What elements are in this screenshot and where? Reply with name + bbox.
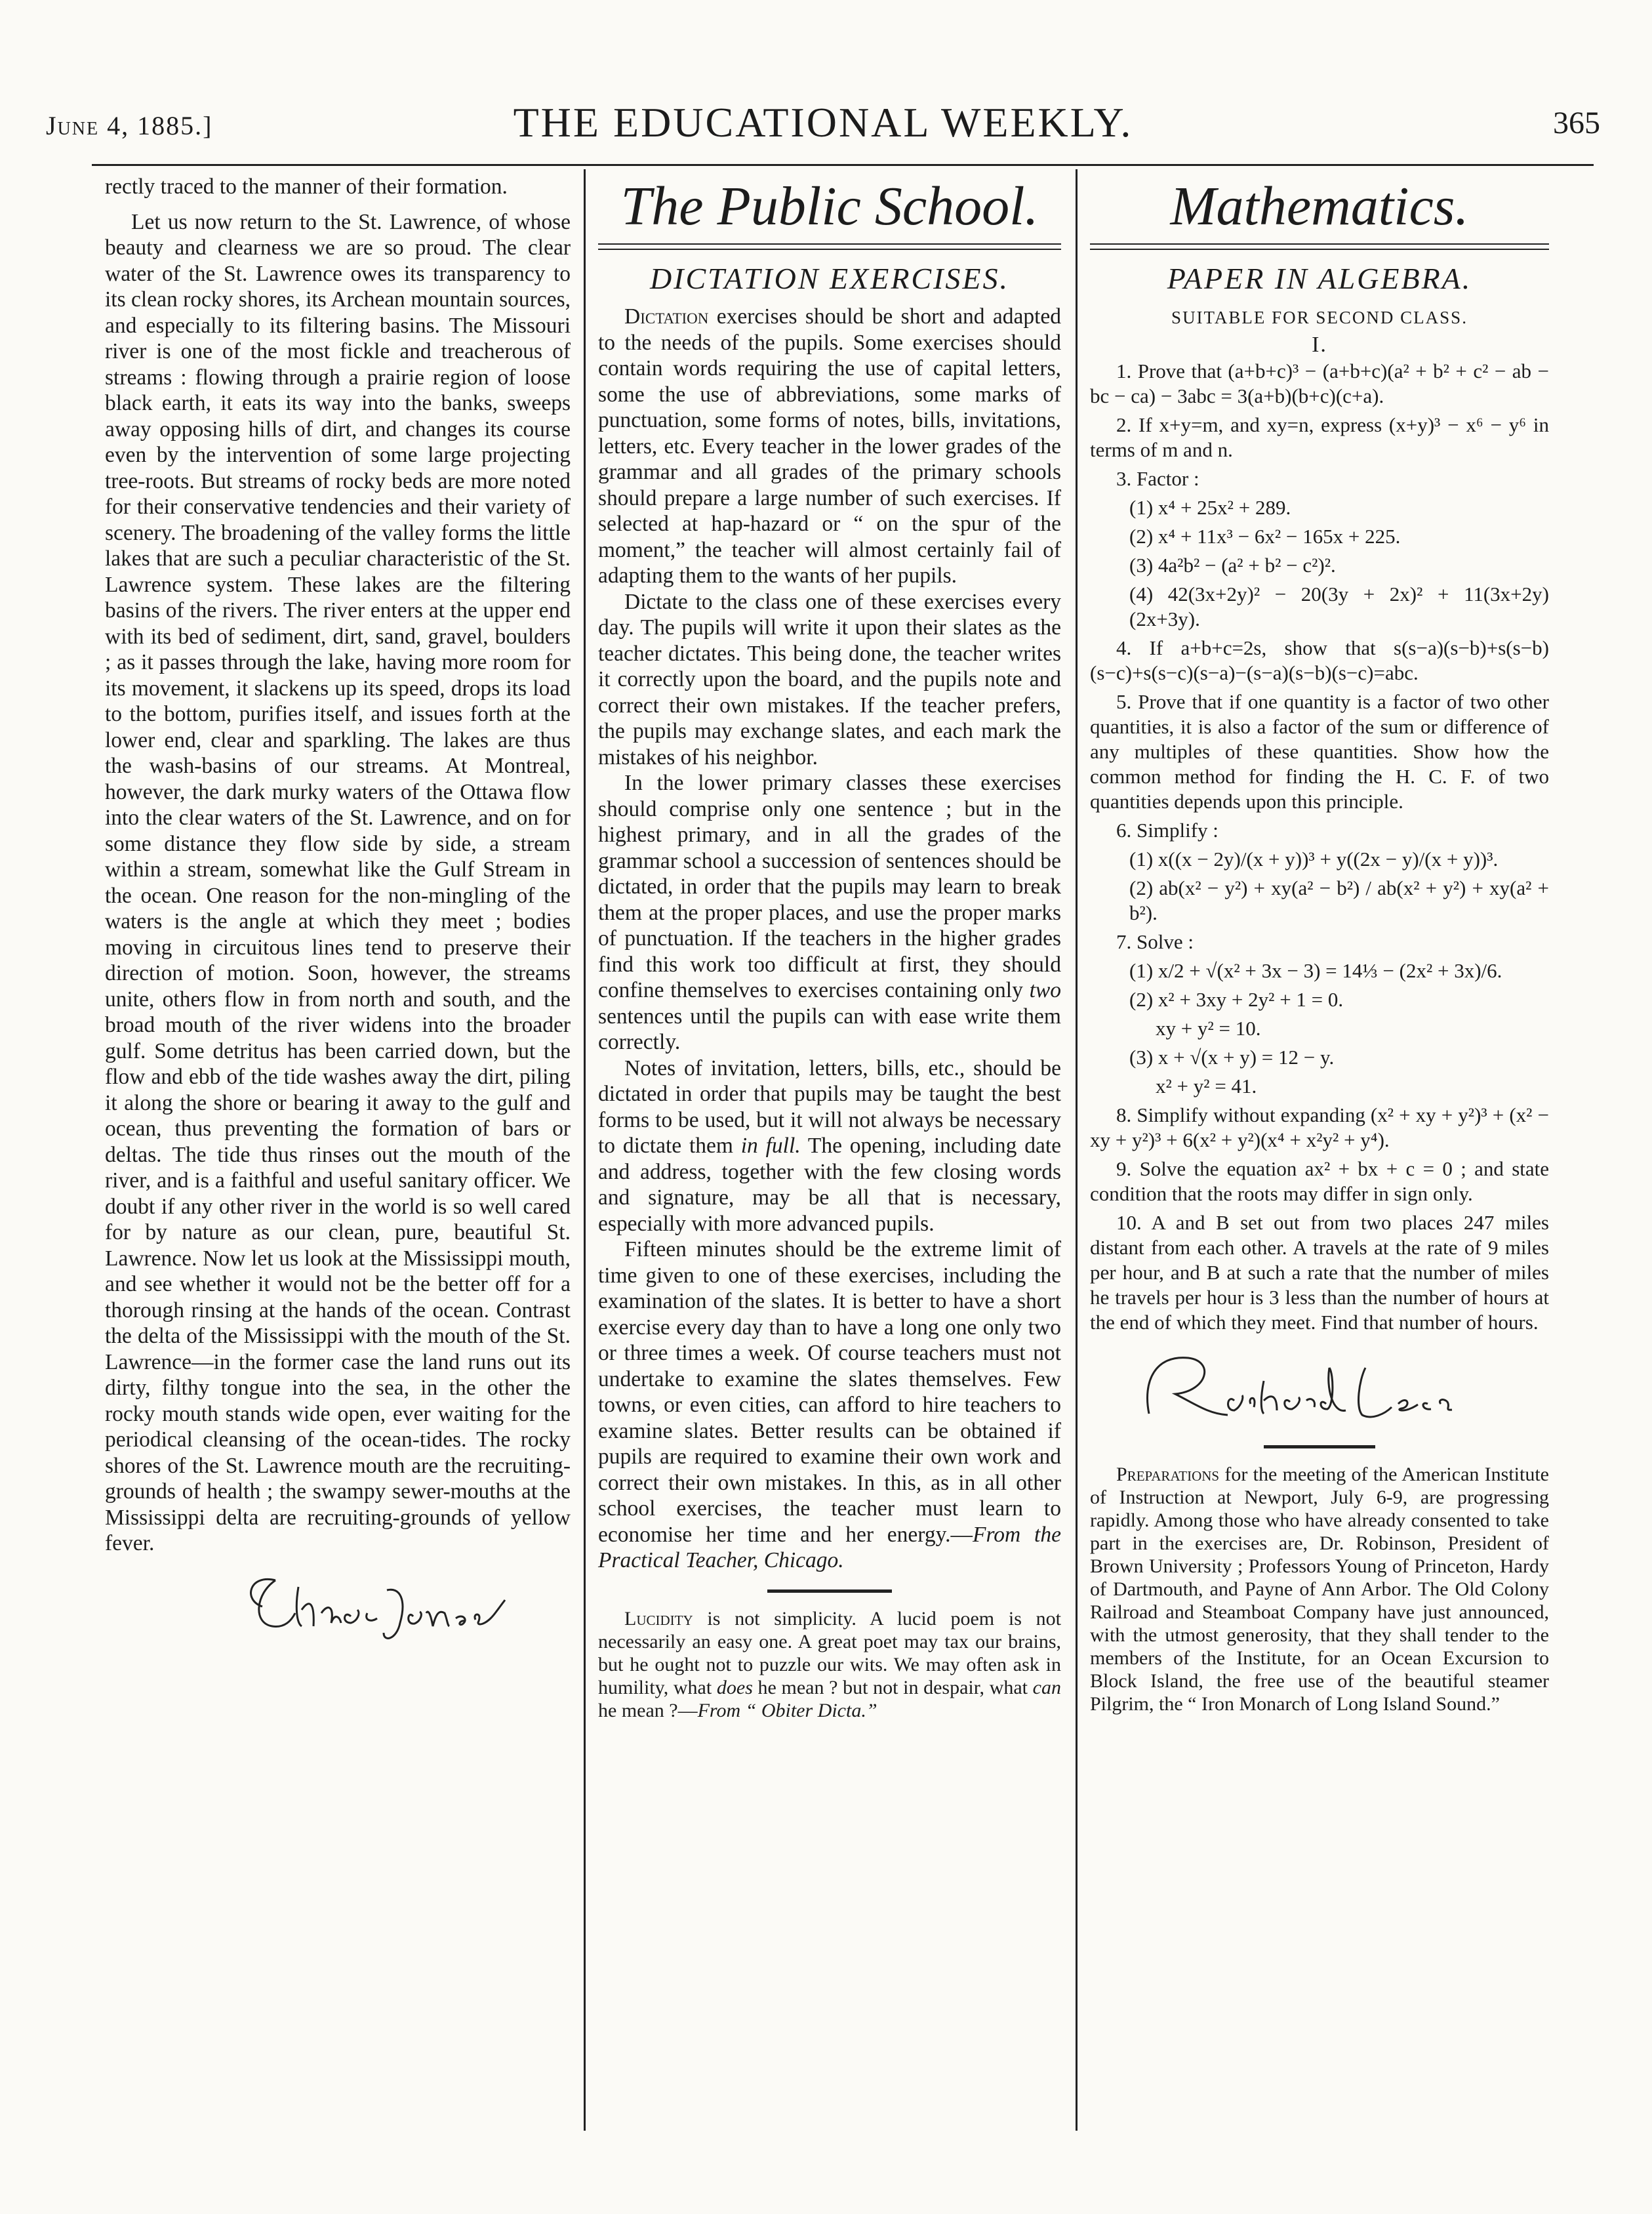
question-2: 2. If x+y=m, and xy=n, express (x+y)³ − x⁶ − y⁶ in terms of m and n. xyxy=(1090,413,1549,461)
signature-chas-c-james xyxy=(236,1561,512,1652)
section-heading-public-school: The Public School. xyxy=(620,176,1039,237)
algebra-questions xyxy=(1090,359,1549,1335)
lucidity-note: Lucidity is not simplicity. A lucid poem is not necessarily an easy one. A great poet may tax our brains, but he ought not to puzzle our wits. We may often ask in humility, what does he mean ? but not in despair, what can he mean ?—From “ Obiter Dicta.” xyxy=(598,1607,1061,1721)
question-3-part-3: (3) 4a²b² − (a² + b² − c²)². xyxy=(1129,554,1336,577)
question-7-part-1: (1) x/2 + √(x² + 3x − 3) = 14⅓ − (2x² + 3x)/6. xyxy=(1129,959,1502,982)
question-8: 8. Simplify without expanding (x² + xy + y²)³ + (x² − xy + y²)³ + 6(x² + y²)(x⁴ + x²y² + y⁴). xyxy=(1090,1103,1549,1151)
section-heading-mathematics: Mathematics. xyxy=(1170,176,1469,237)
column-3-mathematics xyxy=(1090,174,1549,1715)
column-2-public-school xyxy=(598,174,1061,1722)
subheading-suitable: SUITABLE FOR SECOND CLASS. xyxy=(1171,308,1468,327)
subheading-dictation: DICTATION EXERCISES. xyxy=(649,262,1010,295)
question-10: 10. A and B set out from two places 247 miles distant from each other. A travels at the rate of 9 miles per hour, and B at such a rate that the number of miles he travels per hour is 3 less than the number of hours at the end of which they meet. Find that number of hours. xyxy=(1090,1211,1549,1334)
dictation-paragraph-4: Notes of invitation, letters, bills, etc., should be dictated in order that pupils may be taught the best forms to be used, but it will not always be necessary to dictate them in full. The opening, including date and address, together with the few closing words and signature, may be all that is necessary, especially with more advanced pupils. xyxy=(598,1056,1061,1236)
issue-date: June 4, 1885.] xyxy=(46,111,213,140)
question-7-part-2b: xy + y² = 10. xyxy=(1156,1017,1261,1040)
question-1: 1. Prove that (a+b+c)³ − (a+b+c)(a² + b² + c² − ab − bc − ca) − 3abc = 3(a+b)(b+c)(c+a). xyxy=(1090,359,1549,407)
question-7-part-2: (2) x² + 3xy + 2y² + 1 = 0. xyxy=(1129,988,1344,1011)
dictation-paragraph-2: Dictate to the class one of these exercises every day. The pupils will write it upon their slates as the teacher dictates. This being done, the teacher writes it correctly upon the board, and the pupils note and correct their own mistakes. If the teacher prefers, the pupils may exchange slates, and each mark the mistakes of his neighbor. xyxy=(598,589,1061,769)
question-3-part-1: (1) x⁴ + 25x² + 289. xyxy=(1129,496,1291,519)
question-3-part-2: (2) x⁴ + 11x³ − 6x² − 165x + 225. xyxy=(1129,525,1401,548)
section-separator xyxy=(1264,1445,1375,1448)
subheading-algebra-paper: PAPER IN ALGEBRA. xyxy=(1167,262,1472,295)
publication-title: THE EDUCATIONAL WEEKLY. xyxy=(513,99,1133,146)
question-4: 4. If a+b+c=2s, show that s(s−a)(s−b)+s(s−b)(s−c)+s(s−c)(s−a)−(s−a)(s−b)(s−c)=abc. xyxy=(1090,636,1549,684)
dictation-paragraph-3: In the lower primary classes these exercises should comprise only one sentence ; but in the highest primary, and in all the grades of the grammar school a succession of sentences should be dictated, in order that the pupils may learn to break them at the proper places, and use the proper marks of punctuation. If the teachers in the higher grades find this work too difficult at first, they should confine themselves to exercises containing only two sentences until the pupils can with ease write them correctly. xyxy=(598,771,1061,1054)
masthead-rule xyxy=(92,164,1594,166)
column-1-article xyxy=(105,174,571,1652)
section-separator xyxy=(767,1589,892,1593)
part-numeral: I. xyxy=(1312,333,1327,357)
question-3: 3. Factor : xyxy=(1116,467,1199,490)
question-3-part-4: (4) 42(3x+2y)² − 20(3y + 2x)² + 11(3x+2y)(2x+3y). xyxy=(1129,583,1549,630)
question-7-part-3b: x² + y² = 41. xyxy=(1156,1075,1257,1097)
dictation-paragraph-5: Fifteen minutes should be the extreme limit of time given to one of these exercises, including the examination of the slates. It is better to have a short exercise every day than to have a long one only two or three times a week. Of course teachers must not undertake to examine the slates themselves. Few towns, or even cities, can afford to hire teachers to examine slates. Better results can be obtained if pupils are required to examine their own work and correct their own mistakes. In this, as in all other school exercises, the teacher must learn to economise her time and her energy.—From the Practical Teacher, Chicago. xyxy=(598,1237,1061,1572)
page-number: 365 xyxy=(1553,106,1600,140)
column-divider-1 xyxy=(584,169,586,2131)
question-7-part-3: (3) x + √(x + y) = 12 − y. xyxy=(1129,1046,1335,1069)
dictation-paragraph-1: Dictation exercises should be short and adapted to the needs of the pupils. Some exercises should contain words requiring the use of capital letters, some the use of abbreviations, some marks of punctuation, some forms of notes, bills, invitations, letters, etc. Every teacher in the lower grades of the grammar and all grades of the primary schools should prepare a large number of such exercises. If selected at hap-hazard or “ on the spur of the moment,” the teacher will almost certainly fail of adapting them to the wants of her pupils. xyxy=(598,304,1061,588)
question-6: 6. Simplify : xyxy=(1116,819,1219,842)
institute-notice: Preparations for the meeting of the American Institute of Instruction at Newport, July 6-9, are progressing rapidly. Among those who have already consented to take part in the exercises are, Dr. Robinson, President of Brown University ; Professors Young of Princeton, Hardy of Dartmouth, and Payne of Ann Arbor. The Old Colony Railroad and Steamboat Company have just announced, with the utmost generosity, that they shall tender to the members of the Institute, for an Ocean Excursion to Block Island, the free use of the beautiful steamer Pilgrim, the “ Iron Monarch of Long Island Sound.” xyxy=(1090,1464,1549,1715)
column-divider-2 xyxy=(1076,169,1078,2131)
masthead xyxy=(46,98,1600,151)
question-7: 7. Solve : xyxy=(1116,930,1194,953)
question-6-part-1: (1) x((x − 2y)/(x + y))³ + y((2x − y)/(x + y))³. xyxy=(1129,848,1499,871)
article-paragraph: Let us now return to the St. Lawrence, of whose beauty and clearness we are so proud. The clear water of the St. Lawrence owes its transparency to its clean rocky shores, its Archean mountain sources, and especially to its filtering basins. The Missouri river is one of the most fickle and treacherous of streams : flowing through a prairie region of loose black earth, it eats its way into the banks, sweeps away opposing hills of dirt, and changes its course even by the intervention of some large projecting tree-roots. But streams of rocky beds are more noted for their conservative tendencies and their variety of scenery. The broadening of the valley forms the little lakes that are such a peculiar characteristic of the St. Lawrence system. These lakes are the filtering basins of the rivers. The river enters at the upper end with its bed of sediment, dirt, sand, gravel, boulders ; as it passes through the lake, having more room for its movement, it slackens up its speed, drops its load to the bottom, purifies itself, and issues forth at the lower end, clear and sparkling. The lakes are thus the wash-basins of our streams. At Montreal, however, the dark murky waters of the Ottawa flow into the clear waters of the St. Lawrence, and on for some distance they flow side by side, a stream within a stream, somewhat like the Gulf Stream in the ocean. One reason for the non-mingling of the waters is the angle at which they meet ; bodies moving in circuitous lines tend to preserve their direction of motion. Soon, however, the streams unite, others flow in from north and south, and the broad mouth of the river widens into the broader gulf. Some detritus has been carried down, but the flow and ebb of the tide washes away the dirt, piling it along the shore or bearing it away to the gulf and ocean, thus preventing the formation of bars or deltas. The tide thus rinses out the mouth of the river, and is a faithful and useful sanitary officer. We doubt if any other river in the world is so well cared for by nature as our clean, pure, beautiful St. Lawrence. Now let us look at the Mississippi mouth, and see whether it would not be the better off for a thorough rinsing at the hands of the ocean. Contrast the delta of the Mississippi with the mouth of the St. Lawrence—in the former case the land runs out its dirty, filthy tongue into the sea, in the other the rocky mouth stands wide open, ever waiting for the periodical cleansing of the ocean-tides. The rocky shores of the St. Lawrence mouth are the recruiting-grounds of health ; the swampy sewer-mouths at the Mississippi delta are recruiting-grounds of yellow fever. xyxy=(105,209,571,1555)
heading-rule xyxy=(1090,243,1549,250)
signature-richard-lees xyxy=(1129,1342,1497,1440)
article-continuation: rectly traced to the manner of their formation. xyxy=(105,174,508,199)
question-6-part-2: (2) ab(x² − y²) + xy(a² − b²) / ab(x² + y²) + xy(a² + b²). xyxy=(1129,876,1549,924)
heading-rule xyxy=(598,243,1061,250)
question-9: 9. Solve the equation ax² + bx + c = 0 ; and state condition that the roots may differ in sign only. xyxy=(1090,1157,1549,1205)
question-5: 5. Prove that if one quantity is a factor of two other quantities, it is also a factor of the sum or difference of any multiples of these quantities. Show how the common method for finding the H. C. F. of two quantities depends upon this principle. xyxy=(1090,690,1549,813)
